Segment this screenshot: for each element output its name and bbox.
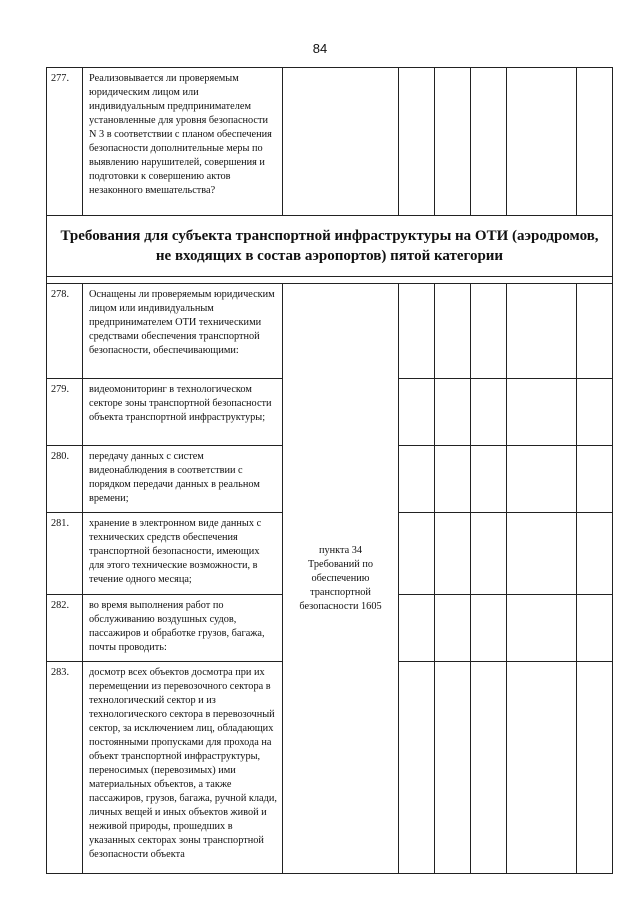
answer-cell [435, 68, 471, 216]
answer-cell [507, 379, 577, 446]
answer-cell [399, 513, 435, 595]
row-question: хранение в электронном виде данных с технических средств обеспечения транспортной безопасности, имеющих для этого технические возможности, в течение одного месяца; [83, 513, 283, 595]
section-heading: Требования для субъекта транспортной инфраструктуры на ОТИ (аэродромов, не входящих в состав аэропортов) пятой категории [47, 216, 613, 277]
answer-cell [435, 379, 471, 446]
answer-cell [471, 446, 507, 513]
answer-cell [577, 595, 613, 662]
row-question: досмотр всех объектов досмотра при их перемещении из перевозочного сектора в технологический сектор и из технологического сектора в перевозочный сектор, за исключением лиц, обладающих постоянными пропусками для прохода на объект транспортной инфраструктуры, переносимых (перевозимых) ими материальных объектов, а также пассажиров, грузов, багажа, ручной клади, личных вещей и иных объектов живой и неживой природы, прошедших в указанных секторах зоны транспортной безопасности объекта [83, 662, 283, 874]
row-question: Реализовывается ли проверяемым юридическим лицом или индивидуальным предпринимателем установленные для уровня безопасности N 3 в соответствии с планом обеспечения безопасности дополнительные меры по выявлению нарушителей, совершения и подготовки к совершению актов незаконного вмешательства? [83, 68, 283, 216]
answer-cell [471, 68, 507, 216]
row-number: 281. [47, 513, 83, 595]
answer-cell [507, 284, 577, 379]
answer-cell [577, 513, 613, 595]
requirement-reference: пункта 34 Требований по обеспечению транспортной безопасности 1605 [283, 284, 399, 874]
answer-cell [471, 513, 507, 595]
row-number: 278. [47, 284, 83, 379]
answer-cell [399, 284, 435, 379]
answer-cell [507, 68, 577, 216]
answer-cell [399, 446, 435, 513]
page-number: 84 [312, 41, 328, 56]
answer-cell [435, 662, 471, 874]
row-number: 280. [47, 446, 83, 513]
row-question: передачу данных с систем видеонаблюдения в соответствии с порядком передачи данных в реальном времени; [83, 446, 283, 513]
answer-cell [507, 662, 577, 874]
answer-cell [577, 662, 613, 874]
answer-cell [399, 68, 435, 216]
answer-cell [577, 68, 613, 216]
answer-cell [507, 513, 577, 595]
answer-cell [399, 379, 435, 446]
table-row [47, 284, 613, 379]
row-question: Оснащены ли проверяемым юридическим лицом или индивидуальным предпринимателем ОТИ техническими средствами обеспечения транспортной безопасности, обеспечивающими: [83, 284, 283, 379]
row-number: 283. [47, 662, 83, 874]
answer-cell [435, 446, 471, 513]
answer-cell [471, 379, 507, 446]
answer-cell [471, 284, 507, 379]
row-number: 282. [47, 595, 83, 662]
answer-cell [507, 595, 577, 662]
requirements-table [46, 67, 613, 874]
section-heading-row [47, 216, 613, 277]
answer-cell [577, 284, 613, 379]
row-question: во время выполнения работ по обслуживанию воздушных судов, пассажиров и обработке грузов, багажа, почты проводить: [83, 595, 283, 662]
answer-cell [399, 662, 435, 874]
row-number: 279. [47, 379, 83, 446]
answer-cell [399, 595, 435, 662]
answer-cell [435, 595, 471, 662]
answer-cell [577, 379, 613, 446]
answer-cell [435, 284, 471, 379]
answer-cell [471, 662, 507, 874]
answer-cell [577, 446, 613, 513]
reference-cell [283, 68, 399, 216]
answer-cell [507, 446, 577, 513]
answer-cell [435, 513, 471, 595]
spacer-row [47, 277, 613, 284]
table-row [47, 68, 613, 216]
row-question: видеомониторинг в технологическом секторе зоны транспортной безопасности объекта транспортной инфраструктуры; [83, 379, 283, 446]
row-number: 277. [47, 68, 83, 216]
answer-cell [471, 595, 507, 662]
